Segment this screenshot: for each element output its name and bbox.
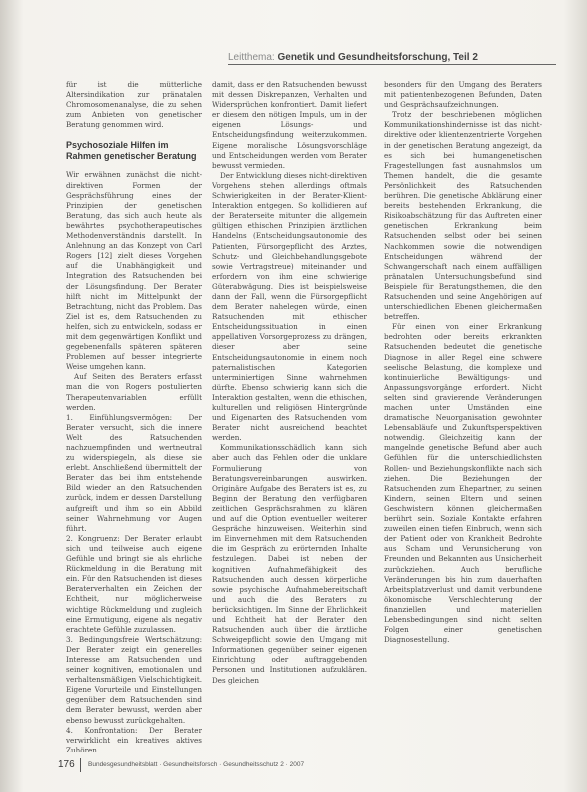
journal-citation: Bundesgesundheitsblatt · Gesundheitsforsch · Gesundheitsschutz 2 · 2007: [88, 761, 305, 768]
section-heading: Psychosoziale Hilfen im Rahmen genetischer Beratung: [66, 140, 197, 162]
column2-paragraph-3: Kommunikationsschädlich kann sich aber auch das Fehlen oder die unklare Formulierung von Beratungsvereinbarungen auswirken. Originäre Aufgabe des Beraters ist es, zu Beginn der Beratung den verfügbaren zeitlichen Gesprächsrahmen zu klären und auf die Option eventueller weiterer Gespräche hinzuweisen. Weiterhin sind im Einvernehmen mit dem Ratsuchenden die im Gespräch zu erörternden Inhalte festzulegen. Dabei ist neben der kognitiven Aufnahmefähigkeit des Ratsuchenden auch dessen körperliche sowie psychische Aufnahmebereitschaft und auch die des Beraters zu berücksichtigen. Im Sinne der Ehrlichkeit und Echtheit hat der Berater den Ratsuchenden auch über die ärztliche Schweigepflicht sowie den Umgang mit Informationen gegenüber seiner eigenen Einrichtung oder auftraggebenden Personen und Institutionen aufzuklären. Des gleichen: [212, 443, 367, 685]
text-column-3: [384, 80, 542, 752]
list-item-congruence: 2. Kongruenz: Der Berater erlaubt sich und teilweise auch eigene Gefühle und bringt sie als ehrliche Rückmeldung in die Beratung mit ein. Für den Ratsuchenden ist dieses Beraterverhalten ein Zeichen der Echtheit, nur möglicherweise wichtige Rückmeldung und zugleich eine Ermutigung, eigene als negativ erachtete Gefühle zuzulassen.: [66, 533, 202, 634]
column1-paragraph-2: Auf Seiten des Beraters erfasst man die von Rogers postulierten Therapeutenvariablen erfüllt werden.: [66, 372, 202, 412]
list-item-appreciation: 3. Bedingungsfreie Wertschätzung: Der Berater zeigt ein generelles Interesse am Ratsuchenden und seiner kognitiven, emotionalen und verhaltensmäßigen Vielschichtigkeit. Eigene Vorurteile und Einstellungen gegenüber dem Ratsuchenden sind dem Berater bewusst, werden aber ebenso bewusst zurückgehalten.: [66, 634, 202, 725]
page-number: 176: [58, 759, 75, 770]
list-item-confrontation: 4. Konfrontation: Der Berater verwirklicht ein kreatives aktives Zuhören: [66, 725, 202, 752]
column2-paragraph-2: Der Entwicklung dieses nicht-direktiven Vorgehens stehen allerdings oftmals Schwierigkeiten in der Berater-Klient-Interaktion entgegen. So kollidieren auf der Beraterseite mitunter die allgemein gültigen ethischen Prinzipien ärztlichen Handelns (Entscheidungsautonomie des Patienten, Fürsorgepflicht des Arztes, Schutz- und Gleichbehandlungsgebote sowie Vertragstreue) miteinander und erfordern von ihm eine schwierige Güterabwägung. Dies ist beispielsweise dann der Fall, wenn die Fürsorgepflicht dem Berater nahelegen würde, einen Ratsuchenden mit ethischer Entscheidungssituation in einen appellativen Vorsorgeprozess zu drängen, dieser aber seine Entscheidungsautonomie in einem noch paternalistischen Kategorien unterminiertigen Sinne wahrnehmen dürfte. Ebenso schwierig kann sich die Interaktion gestalten, wenn die ethischen, kulturellen und religiösen Hintergründe und Eigenarten des Ratsuchenden vom Berater nicht ausreichend beachtet werden.: [212, 170, 367, 443]
running-head-kicker: Leitthema:: [228, 52, 278, 63]
column3-paragraph-2: Trotz der beschriebenen möglichen Kommunikationshindernisse ist das nicht-direktive oder klientenzentrierte Vorgehen in der genetischen Beratung angezeigt, da es sich bei humangenetischen Fragestellungen fast ausnahmslos um Themen handelt, die die gesamte Persönlichkeit des Ratsuchenden berühren. Die genetische Abklärung einer bereits bestehenden Erkrankung, die Risikoabschätzung für das Auftreten einer genetischen Erkrankung beim Ratsuchenden selbst oder bei seinen Nachkommen sowie die notwendigen Entscheidungen während der Schwangerschaft nach einem auffälligen pränatalen Untersuchungsbefund sind Beispiele für Beratungsthemen, die den Ratsuchenden und seine Angehörigen auf unterschiedlichen Ebenen gleichermaßen betreffen.: [384, 110, 542, 322]
running-head-title: Genetik und Gesundheitsforschung, Teil 2: [277, 52, 478, 63]
text-column-2: [212, 80, 367, 752]
header-rule: [228, 64, 556, 65]
column1-paragraph-1: Wir erwähnen zunächst die nicht-direktiven Formen der Gesprächsführung eines der Prinzipien der genetischen Beratung, das sich auch heute als bewährtes psychotherapeutisches Methodenverständnis darstellt. In Anlehnung an das Konzept von Carl Rogers [12] zielt dieses Vorgehen auf die Unabhängigkeit und Integration des Ratsuchenden bei der Lösungsfindung. Der Berater hilft nicht im Mittelpunkt der Betrachtung, nicht das Problem. Das Ziel ist es, dem Ratsuchenden zu helfen, sich zu entwickeln, sodass er mit dem gegenwärtigen Konflikt und gegebenenfalls späteren späteren Problemen auf besser integrierte Weise umgehen kann.: [66, 170, 202, 372]
column1-intro-paragraph: für ist die mütterliche Altersindikation zur pränatalen Chromosomenanalyse, die zu sehen zum Anbieten von genetischer Beratung genommen wird.: [66, 80, 202, 130]
column3-paragraph-3: Für einen von einer Erkrankung bedrohten oder bereits erkrankten Ratsuchenden bedeutet die genetische Diagnose in aller Regel eine schwere seelische Belastung, die komplexe und kontinuierliche Bewältigungs- und Anpassungsvorgänge erfordert. Nicht selten sind gravierende Veränderungen machen unter Umständen eine dramatische Neuorganisation gewohnter Lebensabläufe und Zukunftsperspektiven notwendig. Gleichzeitig kann der mangelnde genetische Befund aber auch Gefühlen für die unterschiedlichsten Rollen- und Beziehungskonflikte nach sich ziehen. Die Beziehungen der Ratsuchenden zum Ehepartner, zu seinen Kindern, seinen Eltern und seinen Geschwistern können gleichermaßen berührt sein. Soziale Kontakte erfahren zuweilen einen tiefen Einbruch, wenn sich der Patient oder von Krankheit Bedrohte aus Scham und Verunsicherung von Freunden und Bekannten aus Unsicherheit zurückziehen. Auch berufliche Veränderungen bis hin zum dauerhaften Arbeitsplatzverlust und damit verbundene ökonomische Verschlechterung der finanziellen und materiellen Lebensbedingungen sind nicht selten Folgen einer genetischen Diagnosestellung.: [384, 322, 542, 645]
text-column-1: [66, 80, 202, 752]
column2-paragraph-1: damit, dass er den Ratsuchenden bewusst mit dessen Diskrepanzen, Verhalten und Widersprüchen konfrontiert. Damit liefert er diesem den nötigen Impuls, um in der eigenen Lösungs- und Entscheidungsfindung weiterzukommen. Eigene moralische Lösungsvorschläge und Entscheidungen werden vom Berater bewusst vermieden.: [212, 80, 367, 170]
list-item-empathy: 1. Einfühlungsvermögen: Der Berater versucht, sich die innere Welt des Ratsuchenden nachzuempfinden und wertneutral zu widerspiegeln, als diese sie erlebt. Anschließend übermittelt der Berater das bei ihm entstehende Bild wieder an den Ratsuchenden zurück, indem er dessen Darstellung aufgreift und ihm so ein Abbild seiner Wahrnehmung vor Augen führt.: [66, 412, 202, 533]
running-head: [228, 52, 548, 63]
footer-divider: [80, 758, 81, 772]
column3-paragraph-1: besonders für den Umgang des Beraters mit patientenbezogenen Befunden, Daten und Gesprächsaufzeichnungen.: [384, 80, 542, 110]
